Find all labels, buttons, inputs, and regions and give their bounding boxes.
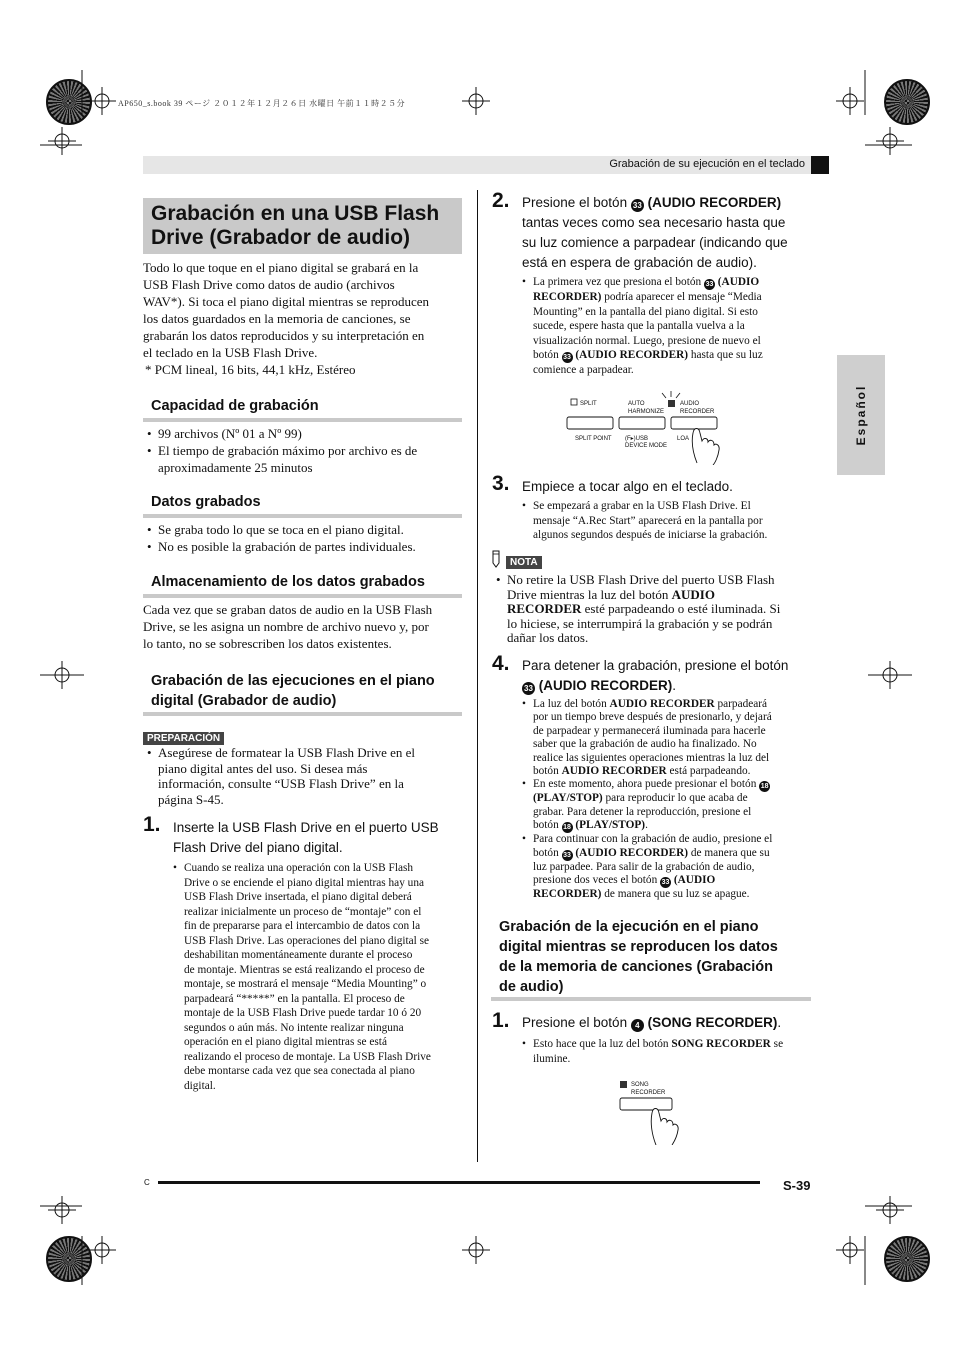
panel-illustration-song-recorder [612,1075,692,1145]
capacidad-list [144,425,474,476]
list-item: • La luz del botón AUDIO RECORDER parpadeará por un tiempo breve después de presionarlo, y dejará de parpadear y permanecerá iluminada para hacerle saber que la grabación de audio ha finalizado. No realice las siguientes operaciones mientras la luz del botón AUDIO RECORDER está parpadeando. [519,698,819,778]
list-item: • Se graba todo lo que se toca en el piano digital. [144,521,474,538]
button-number-icon: 33 [661,879,670,887]
intro-footnote: * PCM lineal, 16 bits, 44,1 kHz, Estéreo [145,362,356,377]
main-title-box [143,198,462,254]
heading-rule [143,594,462,598]
heading-memoria: Grabación de la ejecución en el piano digital mientras se reproducen los datos de la memoria de canciones (Grabación de audio) [499,919,778,995]
list-item: • El tiempo de grabación máximo por archivo es de aproximadamente 25 minutos [144,442,474,476]
step4-text: Para detener la grabación, presione el botón 33 (AUDIO RECORDER). [522,658,789,693]
column-divider [477,190,478,1162]
intro-paragraph [143,259,473,378]
heading-rule [143,418,462,422]
list-item: • Para continuar con la grabación de audio, presione el botón 33 (AUDIO RECORDER) de manera que su luz parpadee. Para salir de la grabación de audio, presione dos veces el botón 33 (AUDIO RECORDER) de manera que su luz se apague. [519,833,819,901]
list-item: • La primera vez que presiona el botón 33 (AUDIO RECORDER) podría aparecer el mensaje “Media Mounting” en la pantalla del piano digital. Si esto sucede, espere hasta que la pantalla vuelva a la visualización normal. Luego, presione de nuevo el botón 33 (AUDIO RECORDER) hasta que su luz comience a parpadear. [519,275,819,378]
panel-label-song-recorder: RECORDER [631,1090,666,1096]
panel-label-recorder: RECORDER [680,409,715,415]
list-item: • Asegúrese de formatear la USB Flash Drive en el piano digital antes del uso. Si desea más información, consulte “USB Flash Drive” en la página S-45. [144,745,474,808]
step1b-note-list [519,1037,819,1066]
intro-line: el teclado en la USB Flash Drive. [143,345,318,360]
panel-illustration-audio-recorder [565,385,735,465]
step3-text: Empiece a tocar algo en el teclado. [522,479,733,494]
list-item: • 99 archivos (Nº 01 a Nº 99) [144,425,474,442]
step1b-text: Presione el botón 4 (SONG RECORDER). [522,1015,782,1030]
intro-line: USB Flash Drive como datos de audio (archivos [143,277,395,292]
panel-label-auto: AUTO [628,401,645,407]
step1-note-list [170,861,470,1093]
list-item: • Esto hace que la luz del botón SONG RECORDER se ilumine. [519,1037,819,1066]
step-number: 4. [492,652,510,675]
step2-text: Presione el botón 33 (AUDIO RECORDER) tantas veces como sea necesario hasta que su luz comience a parpadear (indicando que está en espera de grabación de audio). [522,195,788,270]
heading-datos: Datos grabados [151,494,261,510]
main-title-line-1: Grabación en una USB Flash [151,202,440,225]
panel-label-split-point: SPLIT POINT [575,436,612,442]
intro-line: los datos guardados en la memoria de canciones, se [143,311,411,326]
step-number: 1. [143,813,161,836]
list-item: • No retire la USB Flash Drive del puerto USB Flash Drive mientras la luz del botón AUDIO RECORDER esté parpadeando o esté iluminada. Si lo hiciese, se interrumpirá la grabación y se podrán dañar los datos. [493,573,813,646]
list-item: • En este momento, ahora puede presionar el botón 18 (PLAY/STOP) para reproducir lo que acaba de grabar. Para detener la reproducción, presione el botón 18 (PLAY/STOP). [519,778,819,833]
heading-rule [491,997,811,1001]
footer-mark: C [144,1178,150,1187]
panel-label-load: LOA [677,436,690,442]
step-number: 1. [492,1009,510,1032]
preparacion-badge-wrap [143,728,224,746]
button-number-icon: 18 [563,824,571,832]
panel-label-song: SONG [631,1082,649,1088]
button-number-icon: 33 [631,199,644,212]
datos-list [144,521,474,555]
preparacion-list [144,745,474,808]
nota-badge: NOTA [506,556,542,569]
footer-rule [158,1181,760,1184]
main-title-line-2: Drive (Grabador de audio) [151,226,411,249]
intro-line: Todo lo que toque en el piano digital se grabará en la [143,260,419,275]
panel-label-fusb: (F▸)USB [625,436,649,442]
running-head-text: Grabación de su ejecución en el teclado [609,158,805,170]
list-item: • Se empezará a grabar en la USB Flash Drive. El mensaje “A.Rec Start” aparecerá en la pantalla por algunos segundos después de iniciarse la grabación. [519,499,819,543]
side-tab-label: Español [854,384,868,446]
panel-label-audio: AUDIO [680,401,700,407]
heading-rule [143,514,462,518]
step2-note-list [519,275,819,378]
preparacion-badge: PREPARACIÓN [143,732,224,745]
heading-capacidad: Capacidad de grabación [151,398,319,414]
pencil-icon [490,550,502,568]
button-number-icon: 18 [760,783,769,791]
list-item: • No es posible la grabación de partes individuales. [144,538,474,555]
intro-line: WAV*). Si toca el piano digital mientras se reproducen [143,294,430,309]
step-number: 2. [492,189,510,212]
button-number-icon: 4 [631,1019,644,1032]
heading-rule [143,712,462,716]
step-number: 3. [492,472,510,495]
button-number-icon: 33 [705,281,714,288]
intro-line: grabarán los datos reproducidos y su interpretación en [143,328,425,343]
running-head-marker [811,156,829,174]
panel-label-split: SPLIT [580,401,597,407]
nota-badge-wrap [490,550,542,570]
button-number-icon: 33 [563,851,571,859]
heading-almacenamiento: Almacenamiento de los datos grabados [151,574,425,590]
heading-ejecuciones: Grabación de las ejecuciones en el piano digital (Grabador de audio) [151,673,435,709]
button-number-icon: 33 [563,354,571,361]
panel-label-device-mode: DEVICE MODE [625,443,668,449]
panel-label-harmonize: HARMONIZE [628,409,664,415]
book-info: AP650_s.book 39 ページ ２０１２年１２月２６日 水曜日 午前１１時２５分 [118,99,406,108]
button-number-icon: 33 [522,682,535,695]
list-item: • Cuando se realiza una operación con la USB Flash Drive o se enciende el piano digital mientras hay una USB Flash Drive insertada, el piano digital deberá realizar inicialmente un proceso de “montaje” con el fin de prepararse para el intercambio de datos con la USB Flash Drive. Las operaciones del piano digital se deshabilitan momentáneamente durante el proceso de montaje. Mientras se está realizando el proceso de montaje, se mostrará el mensaje “Media Mounting” o parpadeará “*****” en la pantalla. El proceso de montaje de la USB Flash Drive puede tardar 10 ó 20 segundos o aún más. No intente realizar ninguna operación en el piano digital mientras se está realizando el proceso de montaje. La USB Flash Drive debe montarse cada vez que sea conectada al piano digital. [170,861,470,1093]
almacenamiento-paragraph: Cada vez que se graban datos de audio en la USB Flash Drive, se les asigna un nombre de archivo nuevo y, por lo tanto, no se sobrescriben los datos existentes. [143,602,433,651]
step3-note-list [519,499,819,543]
side-tab-language [837,355,885,475]
page-number: S-39 [783,1178,811,1193]
main-title [151,202,439,250]
step1-text: Inserte la USB Flash Drive en el puerto USB Flash Drive del piano digital. [173,820,439,855]
nota-list [493,573,813,646]
step4-note-list [519,698,819,901]
